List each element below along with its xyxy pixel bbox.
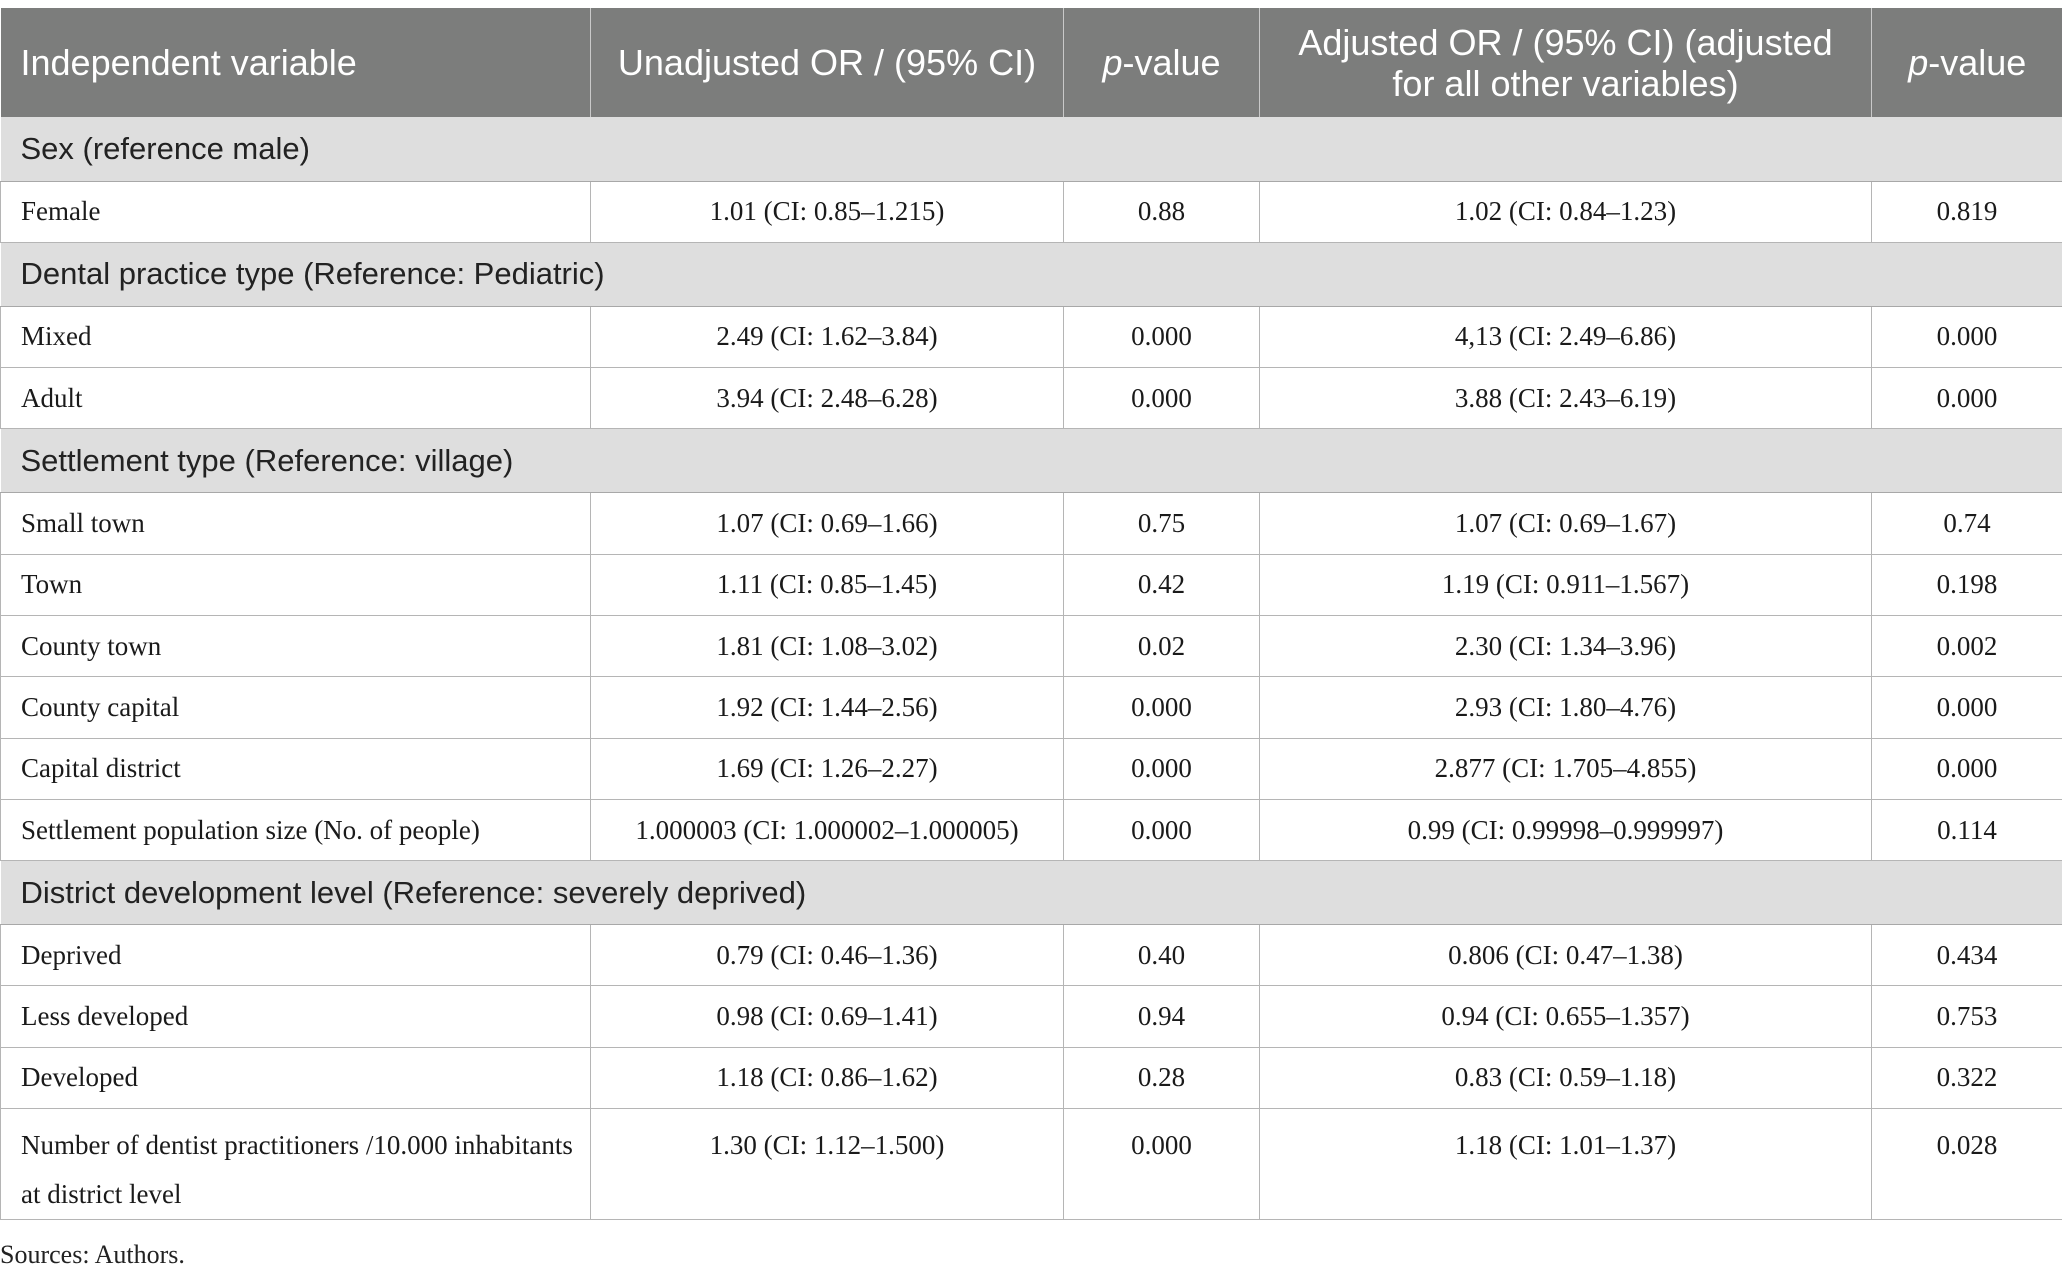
p-value-cell: 0.000 [1064,799,1260,860]
table-row [1,738,2062,799]
variable-cell: Number of dentist practitioners /10.000 inhabitants at district level [1,1109,591,1220]
adjusted-or-cell: 1.19 (CI: 0.911–1.567) [1260,554,1872,615]
section-label: District development level (Reference: severely deprived) [1,861,2062,925]
header-independent-variable: Independent variable [1,8,591,117]
variable-cell: Adult [1,368,591,429]
unadjusted-or-cell: 1.69 (CI: 1.26–2.27) [591,738,1064,799]
adjusted-or-cell: 0.94 (CI: 0.655–1.357) [1260,986,1872,1047]
section-label: Settlement type (Reference: village) [1,429,2062,493]
p-value-cell: 0.000 [1064,306,1260,367]
table-row [1,615,2062,676]
table-header [1,8,2062,117]
adjusted-p-value-cell: 0.74 [1872,493,2062,554]
adjusted-or-cell: 1.18 (CI: 1.01–1.37) [1260,1109,1872,1220]
unadjusted-or-cell: 1.07 (CI: 0.69–1.66) [591,493,1064,554]
unadjusted-or-cell: 1.01 (CI: 0.85–1.215) [591,181,1064,242]
header-row [1,8,2062,117]
variable-cell: County capital [1,677,591,738]
unadjusted-or-cell: 0.79 (CI: 0.46–1.36) [591,925,1064,986]
adjusted-or-cell: 2.30 (CI: 1.34–3.96) [1260,615,1872,676]
p-value-cell: 0.42 [1064,554,1260,615]
adjusted-p-value-cell: 0.000 [1872,368,2062,429]
p-value-cell: 0.000 [1064,738,1260,799]
header-unadjusted-or: Unadjusted OR / (95% CI) [591,8,1064,117]
adjusted-p-value-cell: 0.753 [1872,986,2062,1047]
unadjusted-or-cell: 0.98 (CI: 0.69–1.41) [591,986,1064,1047]
data-table-container [0,8,2062,1220]
adjusted-or-cell: 0.806 (CI: 0.47–1.38) [1260,925,1872,986]
table-row [1,925,2062,986]
unadjusted-or-cell: 1.18 (CI: 0.86–1.62) [591,1047,1064,1108]
table-row [1,368,2062,429]
header-p-italic: p [1102,42,1123,83]
table-row [1,677,2062,738]
table-row [1,554,2062,615]
section-row-district [1,861,2062,925]
adjusted-p-value-cell: 0.322 [1872,1047,2062,1108]
p-value-cell: 0.000 [1064,1109,1260,1220]
unadjusted-or-cell: 3.94 (CI: 2.48–6.28) [591,368,1064,429]
variable-cell: Mixed [1,306,591,367]
unadjusted-or-cell: 2.49 (CI: 1.62–3.84) [591,306,1064,367]
adjusted-or-cell: 1.07 (CI: 0.69–1.67) [1260,493,1872,554]
table-row [1,1109,2062,1220]
variable-cell: Developed [1,1047,591,1108]
table-row [1,799,2062,860]
header-p-value-adjusted [1872,8,2062,117]
p-value-cell: 0.88 [1064,181,1260,242]
adjusted-or-cell: 2.877 (CI: 1.705–4.855) [1260,738,1872,799]
unadjusted-or-cell: 1.11 (CI: 0.85–1.45) [591,554,1064,615]
adjusted-or-cell: 0.83 (CI: 0.59–1.18) [1260,1047,1872,1108]
p-value-cell: 0.75 [1064,493,1260,554]
adjusted-or-cell: 0.99 (CI: 0.99998–0.999997) [1260,799,1872,860]
p-value-cell: 0.000 [1064,368,1260,429]
adjusted-or-cell: 4,13 (CI: 2.49–6.86) [1260,306,1872,367]
variable-cell: Town [1,554,591,615]
p-value-cell: 0.94 [1064,986,1260,1047]
unadjusted-or-cell: 1.30 (CI: 1.12–1.500) [591,1109,1064,1220]
table-body [1,117,2062,1220]
variable-cell: Settlement population size (No. of people) [1,799,591,860]
header-p-value-unadjusted [1064,8,1260,117]
unadjusted-or-cell: 1.92 (CI: 1.44–2.56) [591,677,1064,738]
section-row-settlement [1,429,2062,493]
adjusted-p-value-cell: 0.000 [1872,738,2062,799]
table-source-note: Sources: Authors. [0,1240,185,1269]
header-p-suffix: -value [1928,42,2027,83]
adjusted-p-value-cell: 0.000 [1872,306,2062,367]
table-row [1,493,2062,554]
p-value-cell: 0.28 [1064,1047,1260,1108]
table-row [1,181,2062,242]
p-value-cell: 0.02 [1064,615,1260,676]
adjusted-p-value-cell: 0.002 [1872,615,2062,676]
section-row-sex [1,117,2062,181]
variable-cell: Deprived [1,925,591,986]
header-adjusted-or: Adjusted OR / (95% CI) (adjusted for all other variables) [1260,8,1872,117]
unadjusted-or-cell: 1.81 (CI: 1.08–3.02) [591,615,1064,676]
adjusted-or-cell: 1.02 (CI: 0.84–1.23) [1260,181,1872,242]
header-p-suffix: -value [1122,42,1221,83]
variable-cell: Small town [1,493,591,554]
adjusted-p-value-cell: 0.000 [1872,677,2062,738]
section-label: Sex (reference male) [1,117,2062,181]
regression-table [0,8,2062,1220]
adjusted-p-value-cell: 0.198 [1872,554,2062,615]
adjusted-or-cell: 2.93 (CI: 1.80–4.76) [1260,677,1872,738]
section-label: Dental practice type (Reference: Pediatric) [1,242,2062,306]
variable-cell: Capital district [1,738,591,799]
table-row [1,1047,2062,1108]
adjusted-p-value-cell: 0.819 [1872,181,2062,242]
adjusted-p-value-cell: 0.114 [1872,799,2062,860]
variable-cell: Female [1,181,591,242]
adjusted-p-value-cell: 0.028 [1872,1109,2062,1220]
p-value-cell: 0.40 [1064,925,1260,986]
variable-cell: County town [1,615,591,676]
section-row-practice [1,242,2062,306]
adjusted-p-value-cell: 0.434 [1872,925,2062,986]
adjusted-or-cell: 3.88 (CI: 2.43–6.19) [1260,368,1872,429]
unadjusted-or-cell: 1.000003 (CI: 1.000002–1.000005) [591,799,1064,860]
variable-cell: Less developed [1,986,591,1047]
table-row [1,306,2062,367]
table-row [1,986,2062,1047]
header-p-italic: p [1908,42,1929,83]
p-value-cell: 0.000 [1064,677,1260,738]
